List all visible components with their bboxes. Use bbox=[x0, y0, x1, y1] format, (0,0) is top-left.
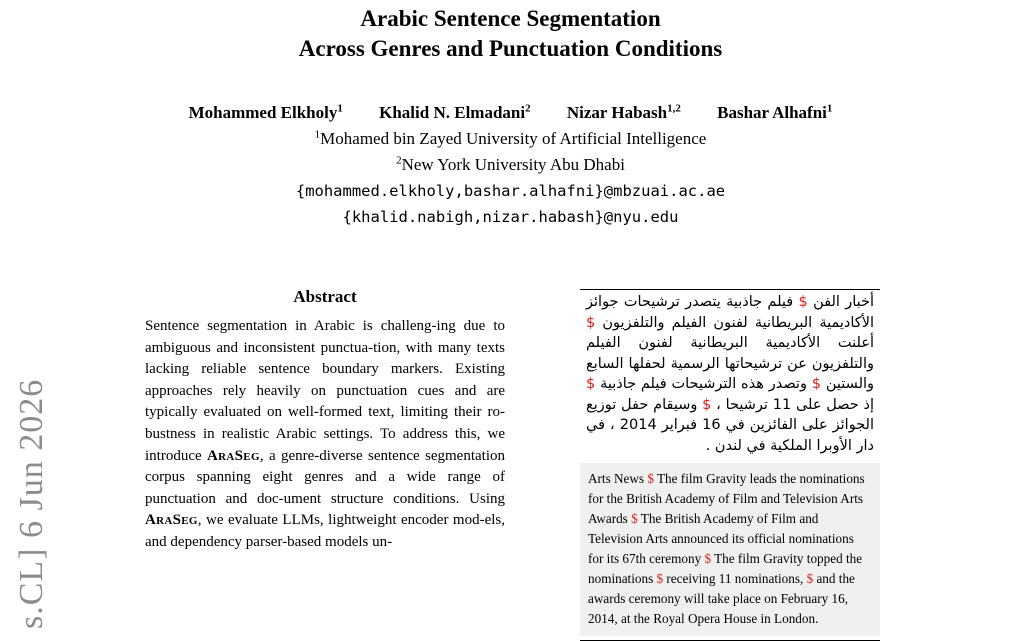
arabic-segment: إذ حصل على 11 ترشيحا ، bbox=[716, 396, 875, 413]
segment-boundary-marker: $ bbox=[586, 314, 596, 331]
paper-title bbox=[0, 4, 1021, 64]
english-segment: Arts News bbox=[588, 471, 645, 486]
title-line-2: Across Genres and Punctuation Conditions bbox=[298, 36, 723, 61]
email-1: {mohammed.elkholy,bashar.alhafni}@mbzuai.ac.ae bbox=[295, 182, 726, 200]
figure-example bbox=[580, 289, 880, 641]
segment-boundary-marker: $ bbox=[586, 376, 596, 392]
corpus-name: AraSeg bbox=[207, 447, 260, 464]
segment-boundary-marker: $ bbox=[647, 471, 654, 486]
arabic-segment: أعلنت الأكاديمية البريطانية لفنون الفيلم والتلفزيون عن ترشيحاتها الرسمية لحفلها السابع والستين bbox=[586, 335, 875, 392]
segment-boundary-marker: $ bbox=[656, 571, 664, 586]
segment-boundary-marker: $ bbox=[806, 571, 814, 586]
author: Mohammed Elkholy$^1$ bbox=[188, 102, 343, 122]
segment-boundary-marker: $ bbox=[702, 396, 712, 413]
english-translation-box bbox=[580, 463, 880, 636]
corpus-name: AraSeg bbox=[145, 512, 198, 529]
author: Nizar Habash$^{1,2}$ bbox=[566, 102, 681, 122]
affiliation-1: $^1$Mohamed bin Zayed University of Artificial Intelligence bbox=[314, 128, 707, 148]
segment-boundary-marker: $ bbox=[811, 376, 822, 392]
author-block bbox=[0, 100, 1021, 230]
english-segment: The film Gravity leads the nominations for the British Academy of Film and Television Arts Awards bbox=[588, 471, 865, 526]
segment-boundary-marker: $ bbox=[704, 551, 712, 566]
english-segment: The film Gravity topped the nominations bbox=[588, 551, 863, 586]
abstract-body: Sentence segmentation in Arabic is challeng-ing due to ambiguous and inconsistent punctua-tion, with many texts lacking reliable sentence boundary markers. Existing approaches rely heavily on punctuation cues and are typically evaluated on well-formed text, limiting their ro-bustness in realistic Arabic settings. To address this, we introduce AraSeg, a genre-diverse sentence segmentation corpus spanning eight genres and a wide range of punctuation and doc-ument structure conditions. Using AraSeg, we evaluate LLMs, lightweight encoder mod-els, and dependency parser-based models un- bbox=[145, 318, 505, 550]
affiliation-2: $^2$New York University Abu Dhabi bbox=[396, 154, 625, 174]
english-segment: The British Academy of Film and Television Arts announced its official nominations for its 67th ceremony bbox=[588, 511, 854, 566]
english-segment: and the awards ceremony will take place on February 16, 2014, at the Royal Opera House in London. bbox=[588, 571, 855, 626]
author: Bashar Alhafni$^1$ bbox=[717, 102, 833, 122]
segment-boundary-marker: $ bbox=[631, 511, 638, 526]
author: Khalid N. Elmadani$^2$ bbox=[379, 102, 531, 122]
abstract-heading: Abstract bbox=[293, 287, 357, 306]
arabic-segment: فيلم جاذبية يتصدر ترشيحات جوائز الأكاديمية البريطانية لفنون الفيلم والتلفزيون bbox=[586, 294, 874, 331]
english-segment: receiving 11 nominations, bbox=[666, 571, 804, 586]
email-2: {khalid.nabigh,nizar.habash}@nyu.edu bbox=[342, 208, 679, 226]
arabic-example-text bbox=[580, 290, 880, 460]
arxiv-stamp: s.CL] 6 Jun 2026 bbox=[13, 378, 50, 629]
title-line-1: Arabic Sentence Segmentation bbox=[360, 6, 661, 31]
author-names bbox=[0, 100, 1021, 126]
arabic-segment: أخبار الفن bbox=[813, 294, 875, 310]
segment-boundary-marker: $ bbox=[798, 294, 808, 310]
arabic-segment: وسيقام حفل توزيع الجوائز على الفائزين في 16 فبراير 2014 ، في دار الأوبرا الملكية في لندن . bbox=[586, 396, 874, 454]
arabic-segment: وتصدر هذه الترشيحات فيلم جاذبية bbox=[600, 376, 807, 392]
